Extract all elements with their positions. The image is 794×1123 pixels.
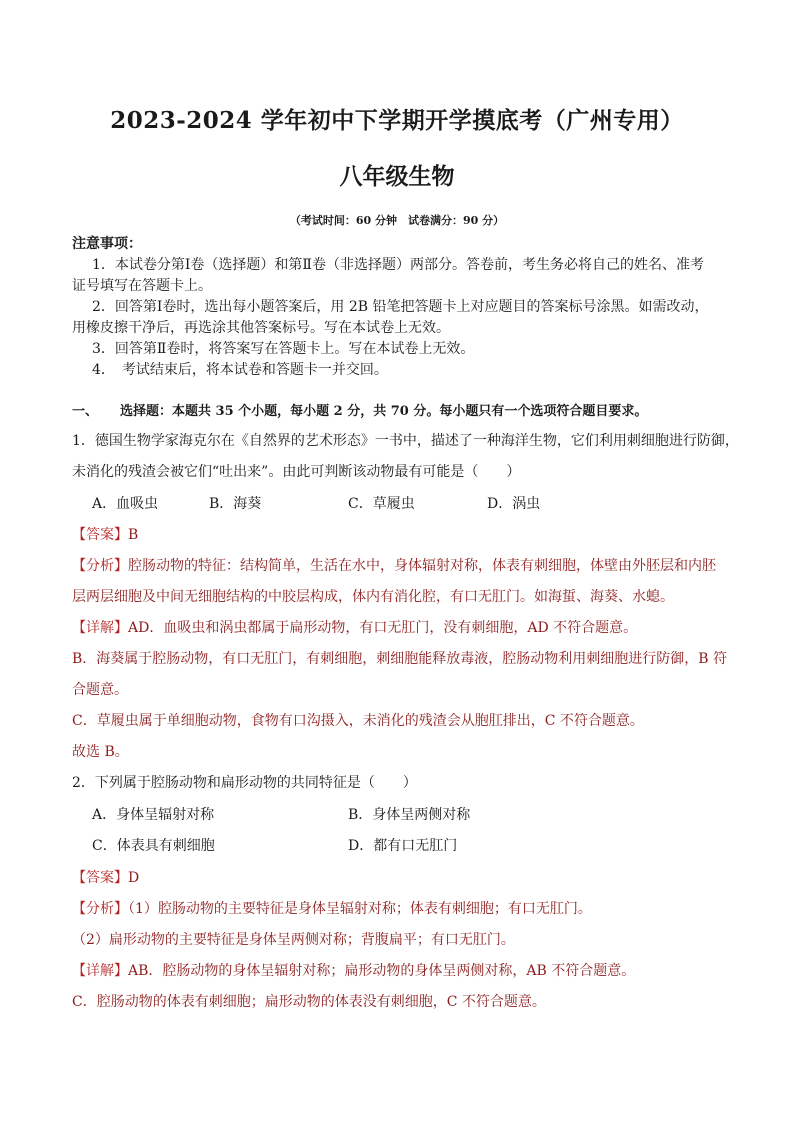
q2-option-a: A．身体呈辐射对称 xyxy=(92,807,215,823)
note-3: 3．回答第Ⅱ卷时，将答案写在答题卡上。写在本试卷上无效。 xyxy=(92,341,475,357)
note-1: 1．本试卷分第Ⅰ卷（选择题）和第Ⅱ卷（非选择题）两部分。答卷前，考生务必将自己的姓名、准考 xyxy=(92,257,704,273)
q2-detail xyxy=(72,960,635,980)
q2-stem: 2．下列属于腔肠动物和扁形动物的共同特征是（ ） xyxy=(72,775,417,791)
analysis-tag: 【分析】 xyxy=(72,558,128,574)
q1-option-d: D．涡虫 xyxy=(487,496,541,512)
answer-tag: 【答案】 xyxy=(72,870,128,886)
analysis-tag: 【分析】 xyxy=(72,901,128,917)
q1-detail-b-cont: 合题意。 xyxy=(72,682,128,698)
detail-tag: 【详解】 xyxy=(72,963,128,979)
q1-option-c: C．草履虫 xyxy=(348,496,415,512)
q2-option-b: B．身体呈两侧对称 xyxy=(348,807,471,823)
q2-option-d: D．都有口无肛门 xyxy=(348,838,458,854)
section-heading: 选择题：本题共 35 个小题，每小题 2 分，共 70 分。每小题只有一个选项符合题目要求。 xyxy=(120,404,648,419)
q1-detail-b: B．海葵属于腔肠动物，有口无肛门，有刺细胞，刺细胞能释放毒液，腔肠动物利用刺细胞进行防御，B 符 xyxy=(72,651,728,667)
q2-analysis-cont: （2）扁形动物的主要特征是身体呈两侧对称；背腹扁平；有口无肛门。 xyxy=(72,932,515,948)
page-title: 2023-2024 学年初中下学期开学摸底考（广州专用） xyxy=(110,107,684,134)
note-2-cont: 用橡皮擦干净后，再选涂其他答案标号。写在本试卷上无效。 xyxy=(72,320,450,336)
q1-conclusion: 故选 B。 xyxy=(72,744,129,760)
note-1-cont: 证号填写在答题卡上。 xyxy=(72,278,212,294)
note-2: 2．回答第Ⅰ卷时，选出每小题答案后，用 2B 铅笔把答题卡上对应题目的答案标号涂黑。如需改动， xyxy=(92,299,709,315)
detail-text: AB．腔肠动物的身体呈辐射对称；扁形动物的身体呈两侧对称，AB 不符合题意。 xyxy=(128,963,636,979)
answer-tag: 【答案】 xyxy=(72,527,128,543)
page-subtitle: 八年级生物 xyxy=(339,163,455,190)
detail-tag: 【详解】 xyxy=(72,620,128,636)
q1-answer xyxy=(72,524,138,544)
note-4: 4． 考试结束后，将本试卷和答题卡一并交回。 xyxy=(92,362,388,378)
q2-detail-c: C．腔肠动物的体表有刺细胞；扁形动物的体表没有刺细胞，C 不符合题意。 xyxy=(72,994,546,1010)
answer-value: D xyxy=(128,870,140,886)
q2-answer xyxy=(72,867,139,887)
q2-option-c: C．体表具有刺细胞 xyxy=(92,838,215,854)
q1-analysis xyxy=(72,555,716,575)
q1-detail-c: C．草履虫属于单细胞动物，食物有口沟摄入，未消化的残渣会从胞肛排出，C 不符合题意。 xyxy=(72,713,644,729)
q1-analysis-cont: 层两层细胞及中间无细胞结构的中胶层构成，体内有消化腔，有口无肛门。如海蜇、海葵、水螅。 xyxy=(72,589,674,605)
detail-text: AD．血吸虫和涡虫都属于扁形动物，有口无肛门，没有刺细胞，AD 不符合题意。 xyxy=(128,620,638,636)
q2-analysis xyxy=(72,898,592,918)
section-number: 一、 xyxy=(72,404,99,419)
exam-info: （考试时间：60 分钟 试卷满分：90 分） xyxy=(289,214,505,227)
analysis-text: 腔肠动物的特征：结构简单，生活在水中，身体辐射对称，体表有刺细胞，体壁由外胚层和内胚 xyxy=(128,558,716,574)
analysis-text: （1）腔肠动物的主要特征是身体呈辐射对称；体表有刺细胞；有口无肛门。 xyxy=(128,901,592,917)
notes-heading: 注意事项： xyxy=(72,236,142,252)
q1-stem: 1．德国生物学家海克尔在《自然界的艺术形态》一书中，描述了一种海洋生物，它们利用刺细胞进行防御， xyxy=(72,433,739,449)
q1-option-b: B．海葵 xyxy=(209,496,262,512)
q1-detail xyxy=(72,617,637,637)
answer-value: B xyxy=(128,527,139,543)
q1-option-a: A．血吸虫 xyxy=(92,496,159,512)
q1-stem-cont: 未消化的残渣会被它们“吐出来”。由此可判断该动物最有可能是（ ） xyxy=(72,464,521,480)
